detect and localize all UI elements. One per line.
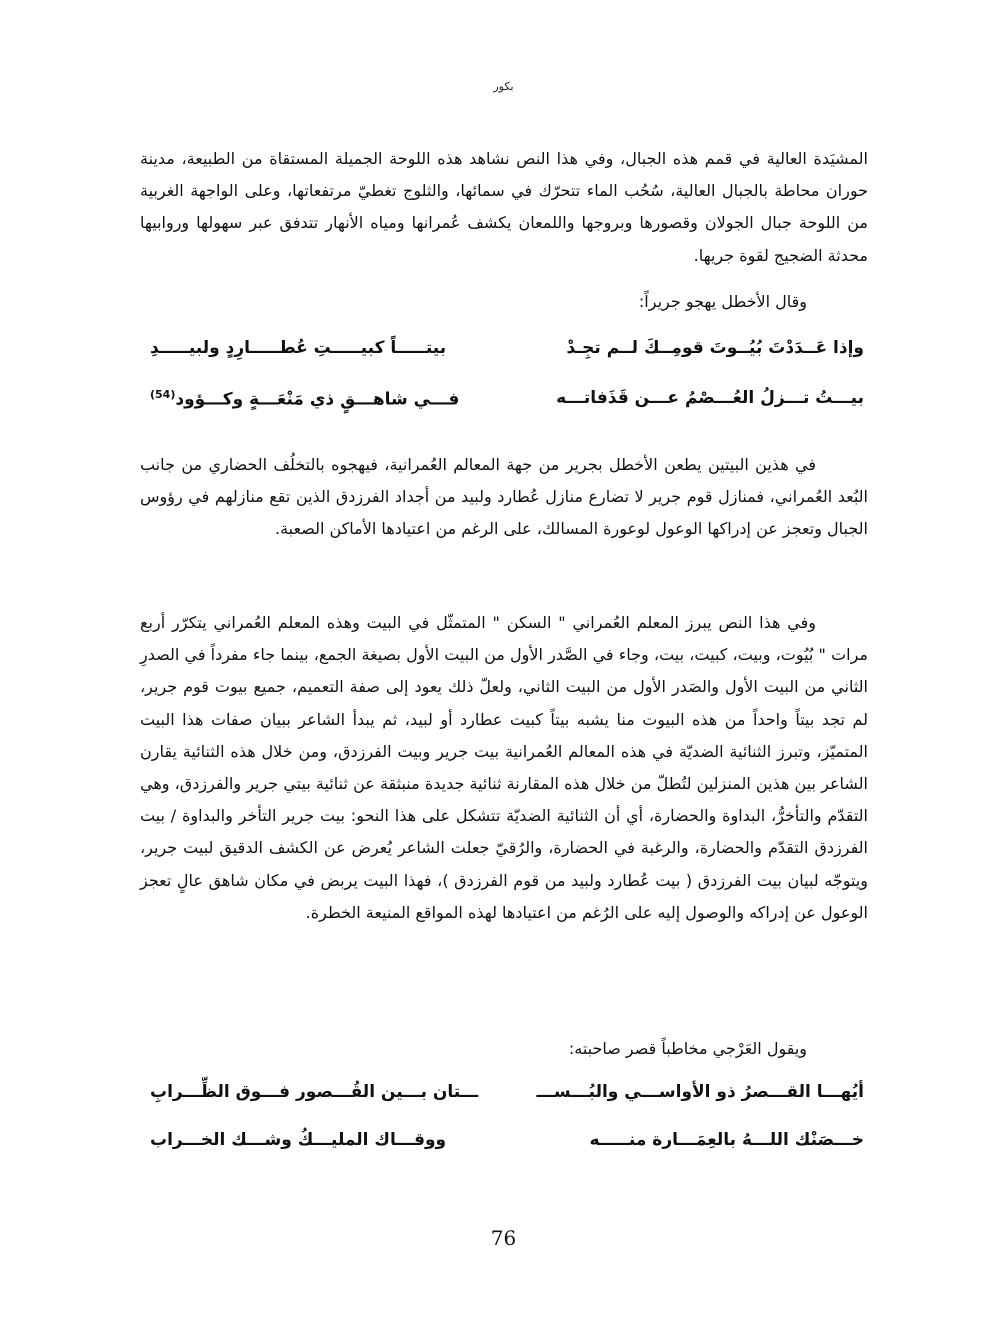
verse-2-line-1-first-hemistich: أيُهـــا القـــصرُ ذو الأواســـي والبُـــســـ — [536, 1082, 864, 1102]
verse-1-line-2 — [150, 388, 864, 422]
verse-1-line-1 — [150, 338, 864, 372]
verse-2-line-2 — [150, 1130, 864, 1164]
page-number: 76 — [490, 1226, 517, 1250]
verse-2-line-1-second-hemistich: ـــتان بـــين القُـــصور فـــوق الظِّـــرابِ — [150, 1082, 479, 1102]
verse-1-line-2-text: فـــي شاهـــقٍ ذي مَنْعَـــةٍ وكـــؤود — [175, 389, 460, 410]
paragraph-2: في هذين البيتين يطعن الأخطل بجرير من جهة المعالم العُمرانية، فيهجوه بالتخلُف الحضاري من جانب البُعد العُمراني، فمنازل قوم جرير لا تضارع منازل عُطارد ولبيد من أجداد الفرزدق الذين تقع منازلهم في رؤوس الجبال وتعجز عن إدراكها الوعول لوعورة المسالك، على الرغم من اعتيادها الأماكن الصعبة. — [140, 455, 868, 539]
intro-line-1: وقال الأخطل يهجو جريراً: — [638, 292, 807, 311]
verse-2-line-1 — [150, 1082, 864, 1116]
verse-1-line-2-second-hemistich — [150, 388, 459, 410]
verse-1-line-1-second-hemistich: بيتـــــاً كبيـــــتِ عُطـــــارِدٍ ولبيـــــدِ — [150, 338, 447, 358]
verse-1-line-1-first-hemistich: وإذا عَــدَدْتَ بُيُــوتَ قومِــكَ لــم تجِـدْ — [566, 338, 864, 358]
verse-1-line-2-first-hemistich: بيـــتُ تـــزلُ العُـــصْمُ عـــن قَذَفاتـــه — [556, 388, 864, 408]
intro-line-2: ويقول العَرْجي مخاطباً قصر صاحبته: — [568, 1039, 807, 1058]
verse-2-line-2-second-hemistich: ووقـــاك المليـــكُ وشـــك الخـــراب — [150, 1130, 447, 1150]
paragraph-1: المشيَدة العالية في قمم هذه الجبال، وفي هذا النص نشاهد هذه اللوحة الجميلة المستقاة من الطبيعة، مدينة حوران محاطة بالجبال العالية، سُحُب الماء تتحرّك في سمائها، والثلوج تغطيّ مرتفعاتها، وعلى الواجهة الغربية من اللوحة جبال الجولان وقصورها وبروجها واللمعان يكشف عُمرانها ومياه الأنهار تتدفق عبر سهولها وروابيها محدثة الضجيج لقوة جريها. — [140, 149, 868, 265]
verse-2-line-2-first-hemistich: خـــصَنْك اللـــهُ بالعِمَـــارة منـــــه — [589, 1130, 864, 1150]
footnote-marker: (54) — [150, 388, 176, 401]
paragraph-3: وفي هذا النص يبرز المعلم العُمراني " السكن " المتمثّل في البيت وهذه المعلم العُمراني يتكرّر أربع مرات " بُيُوت، وبيت، كبيت، بيت، وجاء في الصَّدر الأول من البيت الأول بصيغة الجمع، بينما جاء مفرداً في الصدرِ الثاني من البيت الأول والصَدر الأول من البيت الثاني، ولعلّ ذلك يعود إلى صفة التعميم، جميع بيوت قوم جرير، لم تجد بيتاً واحداً من هذه البيوت منا يشبه بيتاً كبيت عطارد أو لبيد، ثم يبدأ الشاعر ببيان صفات هذا البيت المتميّز، وتبرز الثنائية الضديّة في هذه المعالم العُمرانية بيت جرير وبيت الفرزدق، ومن خلال هذه الثنائية يقارن الشاعر بين هذين المنزلين لتُطلّ من خلال هذه المقارنة ثنائية جديدة منبثقة عن ثنائية بيتي جرير والفرزدق، وهي التقدّم والتأخرُّ، البداوة والحضارة، أي أن الثنائية الضديّة تتشكل على هذا النحو: بيت جرير التأخر والبداوة / بيت الفرزدق التقدّم والحضارة، والرغبة في الحضارة، والرُقيّ جعلت الشاعر يُعرض عن الكشف الدقيق لبيت جرير، ويتوجّه لبيان بيت الفرزدق ( بيت عُطارد ولبيد من قوم الفرزدق )، فهذا البيت يربض في مكان شاهق عالٍ تعجز الوعول عن إدراكه والوصول إليه على الرُغم من اعتيادها لهذه المواقع المنيعة الخطرة. — [140, 613, 868, 922]
running-head: بكور — [493, 80, 514, 93]
